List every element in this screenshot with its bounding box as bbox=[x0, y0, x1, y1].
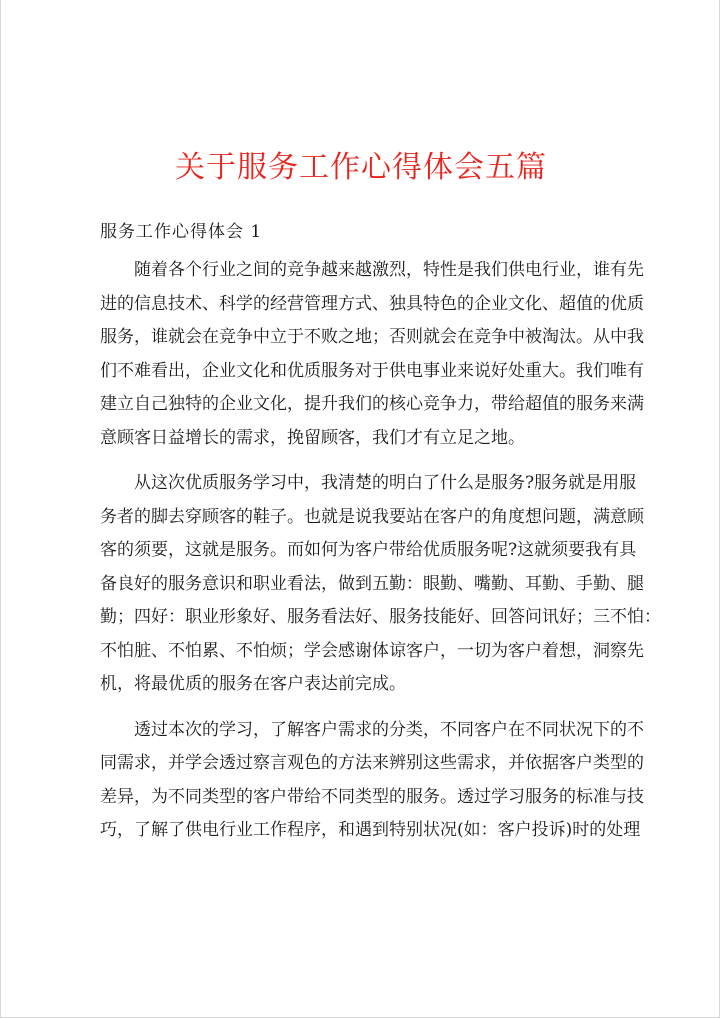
text-line: 差异，为不同类型的客户带给不同类型的服务。透过学习服务的标准与技 bbox=[100, 786, 644, 807]
text-line: 服务，谁就会在竞争中立于不败之地；否则就会在竞争中被淘汰。从中我 bbox=[100, 327, 644, 347]
text-line: 勤；四好：职业形象好、服务看法好、服务技能好、回答问讯好；三不怕： bbox=[100, 607, 661, 627]
text-line: 巧，了解了供电行业工作程序，和遇到特别状况(如：客户投诉)时的处理 bbox=[100, 820, 641, 840]
paragraph-2 bbox=[100, 467, 661, 702]
text-line: 同需求，并学会透过察言观色的方法来辨别这些需求，并依据客户类型的 bbox=[100, 753, 644, 773]
text-line: 务者的脚去穿顾客的鞋子。也就是说我要站在客户的角度想问题，满意顾 bbox=[100, 506, 644, 527]
section-heading: 服务工作心得体会 1 bbox=[100, 222, 263, 242]
text-line: 备良好的服务意识和职业看法，做到五勤：眼勤、嘴勤、耳勤、手勤、腿 bbox=[100, 573, 644, 594]
text-line: 进的信息技术、科学的经营管理方式、独具特色的企业文化、超值的优质 bbox=[100, 293, 644, 314]
text-line: 不怕脏、不怕累、不怕烦；学会感谢体谅客户，一切为客户着想，洞察先 bbox=[100, 640, 644, 661]
document-title: 关于服务工作心得体会五篇 bbox=[175, 150, 547, 185]
document-body bbox=[100, 254, 661, 860]
paragraph-1 bbox=[100, 254, 644, 455]
text-line: 机，将最优质的服务在客户表达前完成。 bbox=[100, 674, 406, 694]
text-line: 客的须要，这就是服务。而如何为客户带给优质服务呢?这就须要我有具 bbox=[100, 540, 637, 560]
text-line: 意顾客日益增长的需求，挽留顾客，我们才有立足之地。 bbox=[100, 427, 525, 448]
text-line: 随着各个行业之间的竞争越来越激烈，特性是我们供电行业，谁有先 bbox=[134, 260, 644, 280]
text-line: 们不难看出，企业文化和优质服务对于供电事业来说好处重大。我们唯有 bbox=[100, 360, 644, 381]
text-line: 从这次优质服务学习中，我清楚的明白了什么是服务?服务就是用服 bbox=[134, 473, 637, 493]
text-line: 透过本次的学习，了解客户需求的分类，不同客户在不同状况下的不 bbox=[134, 719, 644, 740]
text-line: 建立自己独特的企业文化，提升我们的核心竞争力，带给超值的服务来满 bbox=[100, 394, 644, 414]
paragraph-3 bbox=[100, 714, 644, 848]
